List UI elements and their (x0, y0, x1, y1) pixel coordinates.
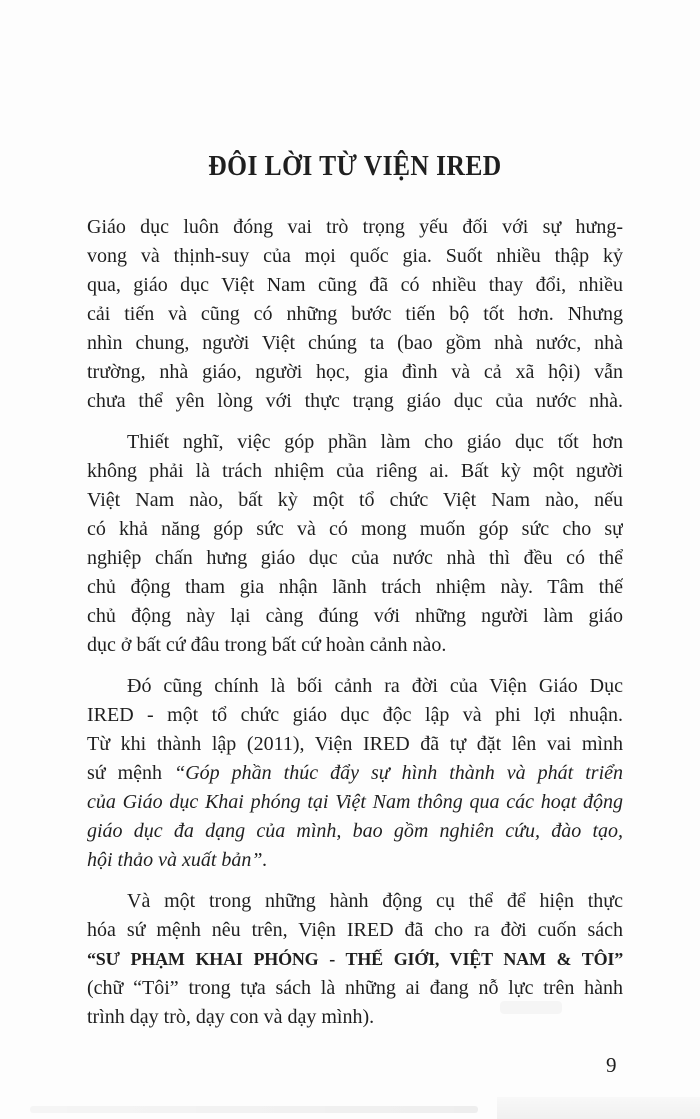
page-number: 9 (606, 1053, 617, 1077)
text-line (87, 300, 623, 329)
text-segment: chưa thể yên lòng với thực trạng giáo dục của nước nhà. (87, 390, 623, 412)
text-segment: chủ động này lại càng đúng với những người làm giáo (87, 605, 623, 627)
text-segment: trường, nhà giáo, người học, gia đình và cả xã hội) vẫn (87, 361, 623, 383)
scan-artifact (30, 1106, 478, 1113)
text-segment: Việt Nam nào, bất kỳ một tổ chức Việt Nam nào, nếu (87, 489, 623, 511)
text-segment: Từ khi thành lập (2011), Viện IRED đã tự đặt lên vai mình (87, 733, 623, 755)
text-segment: không phải là trách nhiệm của riêng ai. Bất kỳ một người (87, 460, 623, 482)
text-line (87, 515, 623, 544)
body-text (87, 213, 623, 1032)
text-line (87, 602, 623, 631)
text-segment: Giáo dục luôn đóng vai trò trọng yếu đối với sự hưng- (87, 216, 623, 238)
text-segment: nghiệp chấn hưng giáo dục của nước nhà thì đều có thể (87, 547, 623, 569)
text-line (87, 213, 623, 242)
text-segment: Thiết nghĩ, việc góp phần làm cho giáo dục tốt hơn (127, 431, 623, 453)
text-line (87, 544, 623, 573)
text-segment: của Giáo dục Khai phóng tại Việt Nam thông qua các hoạt động (87, 791, 623, 813)
text-segment: Đó cũng chính là bối cảnh ra đời của Viện Giáo Dục (127, 675, 623, 697)
text-segment: hóa sứ mệnh nêu trên, Viện IRED đã cho ra đời cuốn sách (87, 919, 623, 941)
text-column (87, 0, 623, 1044)
text-segment: “SƯ PHẠM KHAI PHÓNG - THẾ GIỚI, VIỆT NAM & TÔI” (87, 949, 623, 969)
text-segment: sứ mệnh (87, 762, 175, 784)
paragraph (87, 887, 623, 1032)
text-line (87, 271, 623, 300)
text-line (87, 846, 623, 875)
text-line (87, 730, 623, 759)
text-line (87, 428, 623, 457)
text-line (87, 329, 623, 358)
text-segment: qua, giáo dục Việt Nam cũng đã có nhiều thay đổi, nhiều (87, 274, 623, 296)
text-line (87, 486, 623, 515)
text-line (87, 457, 623, 486)
page-title: ĐÔI LỜI TỪ VIỆN IRED (208, 150, 502, 182)
paragraph (87, 428, 623, 660)
text-segment: chủ động tham gia nhận lãnh trách nhiệm này. Tâm thế (87, 576, 623, 598)
text-line (87, 701, 623, 730)
text-line (87, 817, 623, 846)
text-line (87, 916, 623, 945)
text-line (87, 887, 623, 916)
text-segment: (chữ “Tôi” trong tựa sách là những ai đang nỗ lực trên hành (87, 977, 623, 999)
text-line (87, 358, 623, 387)
text-segment: cải tiến và cũng có những bước tiến bộ tốt hơn. Nhưng (87, 303, 623, 325)
scan-artifact (497, 1097, 700, 1119)
paragraph (87, 672, 623, 875)
text-line (87, 573, 623, 602)
paragraph (87, 213, 623, 416)
text-line (87, 242, 623, 271)
text-segment: nhìn chung, người Việt chúng ta (bao gồm nhà nước, nhà (87, 332, 623, 354)
text-line (87, 788, 623, 817)
text-line (87, 387, 623, 416)
text-line (87, 1003, 623, 1032)
text-line (87, 672, 623, 701)
text-line (87, 974, 623, 1003)
text-segment: trình dạy trò, dạy con và dạy mình). (87, 1006, 375, 1028)
text-line (87, 631, 623, 660)
text-segment: dục ở bất cứ đâu trong bất cứ hoàn cảnh nào. (87, 634, 447, 656)
text-line (87, 945, 623, 974)
text-segment: có khả năng góp sức và có mong muốn góp sức cho sự (87, 518, 623, 540)
text-line (87, 759, 623, 788)
text-segment: Và một trong những hành động cụ thể để hiện thực (127, 890, 623, 912)
text-segment: “Góp phần thúc đẩy sự hình thành và phát triển (174, 762, 623, 784)
text-segment: IRED - một tổ chức giáo dục độc lập và phi lợi nhuận. (87, 704, 623, 726)
text-segment: vong và thịnh-suy của mọi quốc gia. Suốt nhiều thập kỷ (87, 245, 623, 267)
text-segment: hội thảo và xuất bản”. (87, 849, 268, 871)
text-segment: giáo dục đa dạng của mình, bao gồm nghiên cứu, đào tạo, (87, 820, 623, 842)
